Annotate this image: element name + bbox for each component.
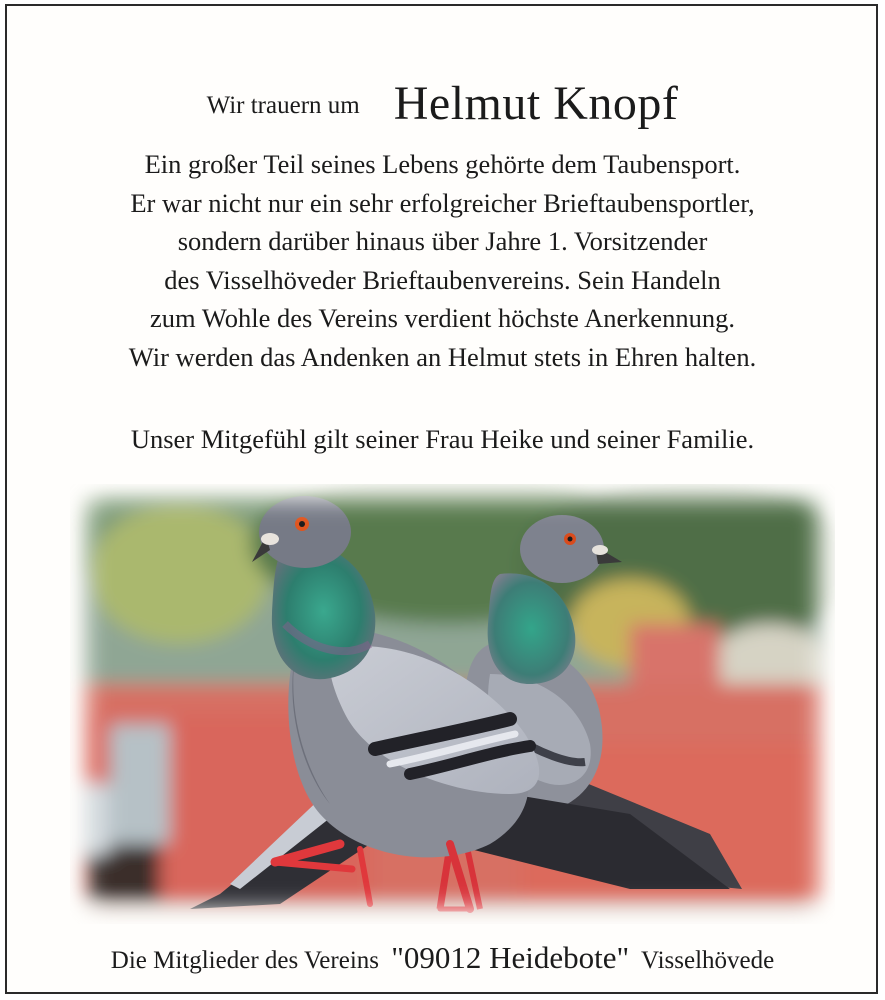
club-place: Visselhövede bbox=[641, 947, 775, 974]
title-row bbox=[0, 76, 885, 131]
pigeons-illustration bbox=[70, 484, 835, 924]
tribute-text bbox=[0, 145, 885, 376]
tribute-line: zum Wohle des Vereins verdient höchste Anerkennung. bbox=[150, 303, 735, 333]
intro-text: Wir trauern um bbox=[206, 92, 360, 119]
pigeons-photo bbox=[70, 484, 835, 924]
tribute-line: Ein großer Teil seines Lebens gehörte dem Taubensport. bbox=[144, 149, 741, 179]
signature-prefix: Die Mitglieder des Vereins bbox=[110, 947, 379, 974]
tribute-line: Er war nicht nur ein sehr erfolgreicher Brieftaubensportler, bbox=[130, 187, 755, 218]
sympathy-text: Unser Mitgefühl gilt seiner Frau Heike und seiner Familie. bbox=[130, 424, 755, 454]
signature-line bbox=[0, 940, 885, 976]
club-name: "09012 Heidebote" bbox=[391, 940, 630, 975]
tribute-line: des Visselhöveder Brieftaubenvereins. Sein Handeln bbox=[164, 264, 721, 295]
tribute-line: sondern darüber hinaus über Jahre 1. Vorsitzender bbox=[177, 226, 708, 256]
deceased-name: Helmut Knopf bbox=[393, 77, 679, 130]
tribute-line: Wir werden das Andenken an Helmut stets in Ehren halten. bbox=[128, 341, 757, 372]
